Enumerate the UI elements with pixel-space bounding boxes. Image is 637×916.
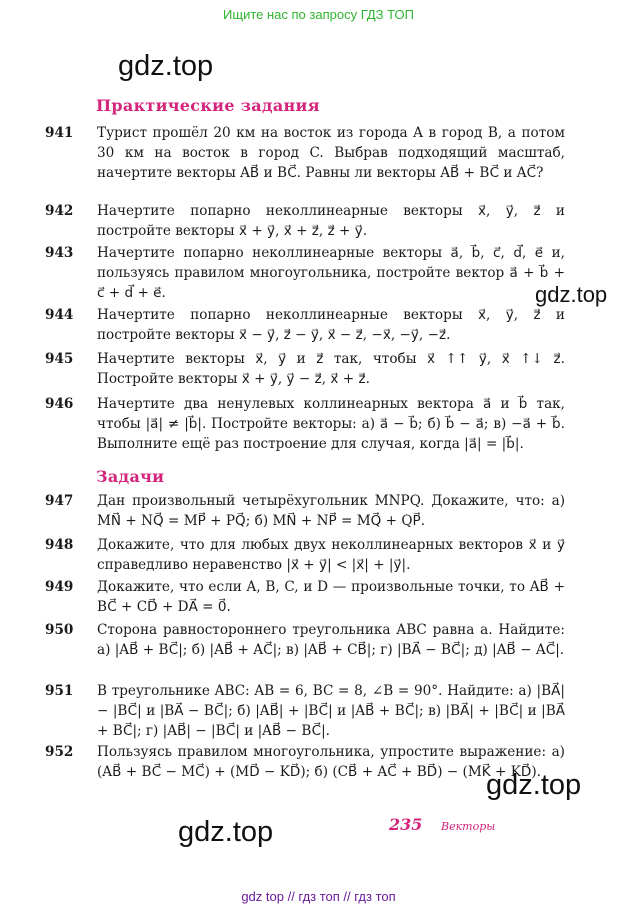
task-number: 942 <box>45 203 74 219</box>
task-942 <box>45 201 565 241</box>
task-text: Докажите, что для любых двух неколлинеарных векторов x⃗ и y⃗ справедливо неравенство |x⃗ + y⃗| < |x⃗| + |y⃗|. <box>97 537 565 573</box>
section-heading-practical: Практические задания <box>96 96 320 115</box>
task-text: Дан произвольный четырёхугольник MNPQ. Докажите, что: а) MN⃗ + NQ⃗ = MP⃗ + PQ⃗; б) MN⃗ + NP⃗ = MQ⃗ + QP⃗. <box>97 493 565 529</box>
task-text: Начертите попарно неколлинеарные векторы a⃗, b⃗, c⃗, d⃗, e⃗ и, пользуясь правилом многоугольника, постройте вектор a⃗ + b⃗ + c⃗ + d⃗ + e⃗. <box>97 245 565 301</box>
task-950 <box>45 620 565 660</box>
task-number: 946 <box>45 396 74 412</box>
task-952 <box>45 742 565 782</box>
task-text: Начертите два ненулевых коллинеарных вектора a⃗ и b⃗ так, чтобы |a⃗| ≠ |b⃗|. Постройте векторы: а) a⃗ − b⃗; б) b⃗ − a⃗; в) −a⃗ + b⃗. Выполните ещё раз построение для случая, когда |a⃗| = |b⃗|. <box>97 396 565 452</box>
watermark: gdz.top <box>486 769 582 801</box>
task-text: Начертите векторы x⃗, y⃗ и z⃗ так, чтобы x⃗ ↑↑ y⃗, x⃗ ↑↓ z⃗. Постройте векторы x⃗ + y⃗, y⃗ − z⃗, x⃗ + z⃗. <box>97 351 565 387</box>
task-text: В треугольнике ABC: AB = 6, BC = 8, ∠B = 90°. Найдите: а) |BA⃗| − |BC⃗| и |BA⃗ − BC⃗|; б) |AB⃗| + |BC⃗| и |AB⃗ + BC⃗|; в) |BA⃗| + |BC⃗| и |BA⃗ + BC⃗|; г) |AB⃗| − |BC⃗| и |AB⃗ − BC⃗|. <box>97 683 565 739</box>
task-944 <box>45 305 565 345</box>
task-text: Докажите, что если A, B, C, и D — произвольные точки, то AB⃗ + BC⃗ + CD⃗ + DA⃗ = 0⃗. <box>97 579 565 615</box>
task-number: 950 <box>45 622 74 638</box>
bottom-banner: gdz top // гдз топ // гдз топ <box>241 889 396 904</box>
watermark: gdz.top <box>535 282 608 307</box>
task-number: 951 <box>45 683 74 699</box>
task-number: 952 <box>45 744 74 760</box>
task-947 <box>45 491 565 531</box>
task-text: Сторона равностороннего треугольника ABC равна a. Найдите: а) |AB⃗ + BC⃗|; б) |AB⃗ + AC⃗|; в) |AB⃗ + CB⃗|; г) |BA⃗ − BC⃗|; д) |AB⃗ − AC⃗|. <box>97 622 565 658</box>
task-text: Турист прошёл 20 км на восток из города A в город B, а потом 30 км на восток в город C. Выбрав подходящий масштаб, начертите векторы AB⃗ и BC⃗. Равны ли векторы AB⃗ + BC⃗ и AC⃗? <box>97 125 565 181</box>
task-949 <box>45 577 565 617</box>
task-number: 941 <box>45 125 74 141</box>
chapter-title: Векторы <box>441 820 496 833</box>
task-text: Пользуясь правилом многоугольника, упростите выражение: а) (AB⃗ + BC⃗ − MC⃗) + (MD⃗ − KD⃗); б) (CB⃗ + AC⃗ + BD⃗) − (MK⃗ + KD⃗). <box>97 744 565 780</box>
task-text: Начертите попарно неколлинеарные векторы x⃗, y⃗, z⃗ и постройте векторы x⃗ + y⃗, x⃗ + z⃗, z⃗ + y⃗. <box>97 203 565 239</box>
task-number: 949 <box>45 579 74 595</box>
task-number: 944 <box>45 307 74 323</box>
task-945 <box>45 349 565 389</box>
task-number: 943 <box>45 245 74 261</box>
top-banner: Ищите нас по запросу ГДЗ ТОП <box>223 7 414 22</box>
task-946 <box>45 394 565 454</box>
task-943 <box>45 243 565 303</box>
task-number: 948 <box>45 537 74 553</box>
task-941 <box>45 123 565 183</box>
page-number: 235 <box>389 815 423 834</box>
task-number: 947 <box>45 493 74 509</box>
task-number: 945 <box>45 351 74 367</box>
task-text: Начертите попарно неколлинеарные векторы x⃗, y⃗, z⃗ и постройте векторы x⃗ − y⃗, z⃗ − y⃗, x⃗ − z⃗, −x⃗, −y⃗, −z⃗. <box>97 307 565 343</box>
watermark: gdz.top <box>178 816 274 848</box>
section-heading-tasks: Задачи <box>96 467 165 486</box>
watermark: gdz.top <box>118 50 214 82</box>
task-948 <box>45 535 565 575</box>
task-951 <box>45 681 565 741</box>
